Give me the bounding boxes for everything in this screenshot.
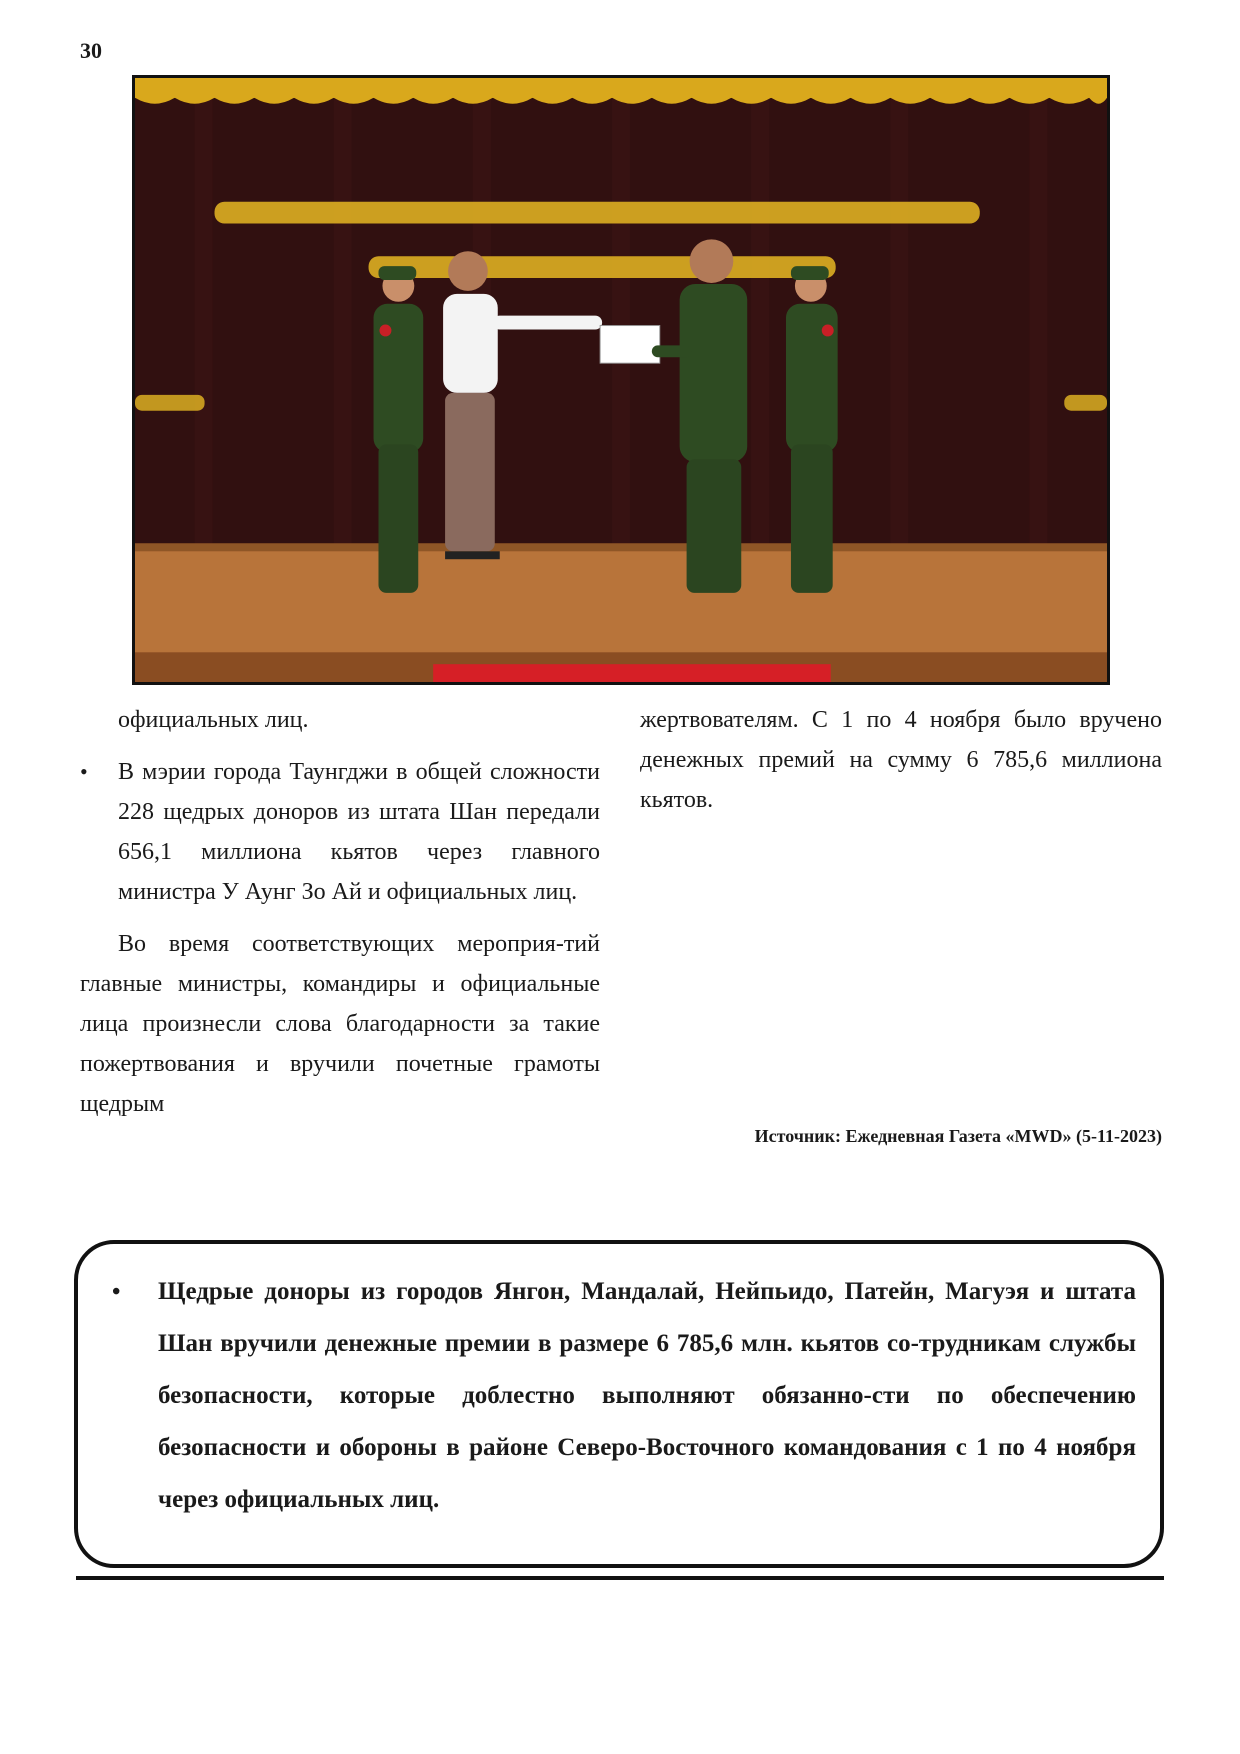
highlight-text: • Щедрые доноры из городов Янгон, Мандалай, Нейпьидо, Патейн, Магуэя и штата Шан вручили денежные премии в размере 6 785,6 млн. кьятов со-трудникам службы безопасности, которые доблестно выполняют обязанно-сти по обеспечению безопасности и обороны в районе Северо-Восточного командования с 1 по 4 ноября через официальных лиц. (136, 1266, 1136, 1526)
soldier-right (786, 266, 838, 593)
source-citation: Источник: Ежедневная Газета «MWD» (5-11-2023) (754, 1126, 1162, 1146)
ceremony-photo (132, 75, 1110, 685)
stage-floor (135, 543, 1107, 682)
certificate (600, 326, 660, 364)
ceremony-photo-drawing (135, 78, 1107, 682)
soldier-left (374, 266, 424, 593)
highlight-box (74, 1240, 1164, 1568)
page-number: 30 (80, 38, 102, 63)
bottom-rule (76, 1576, 1164, 1580)
curtain-folds (135, 78, 1107, 543)
bullet-item-taunggyi: • В мэрии города Таунгджи в общей сложности 228 щедрых доноров из штата Шан передали 656,1 миллиона кьятов через главного министра У Аунг Зо Ай и официальных лиц. (80, 752, 600, 912)
right-column (640, 700, 1162, 820)
left-continuation: официальных лиц. (118, 707, 309, 733)
gold-valance (135, 78, 1107, 104)
left-column (80, 700, 600, 1124)
right-paragraph: жертвователям. С 1 по 4 ноября было вручено денежных премий на сумму 6 785,6 миллиона кьятов. (640, 707, 1162, 813)
left-paragraph: Во время соответствующих мероприя-тий главные министры, командиры и официальные лица произнесли слова благодарности за такие пожертвования и вручили почетные грамоты щедрым (80, 931, 600, 1117)
